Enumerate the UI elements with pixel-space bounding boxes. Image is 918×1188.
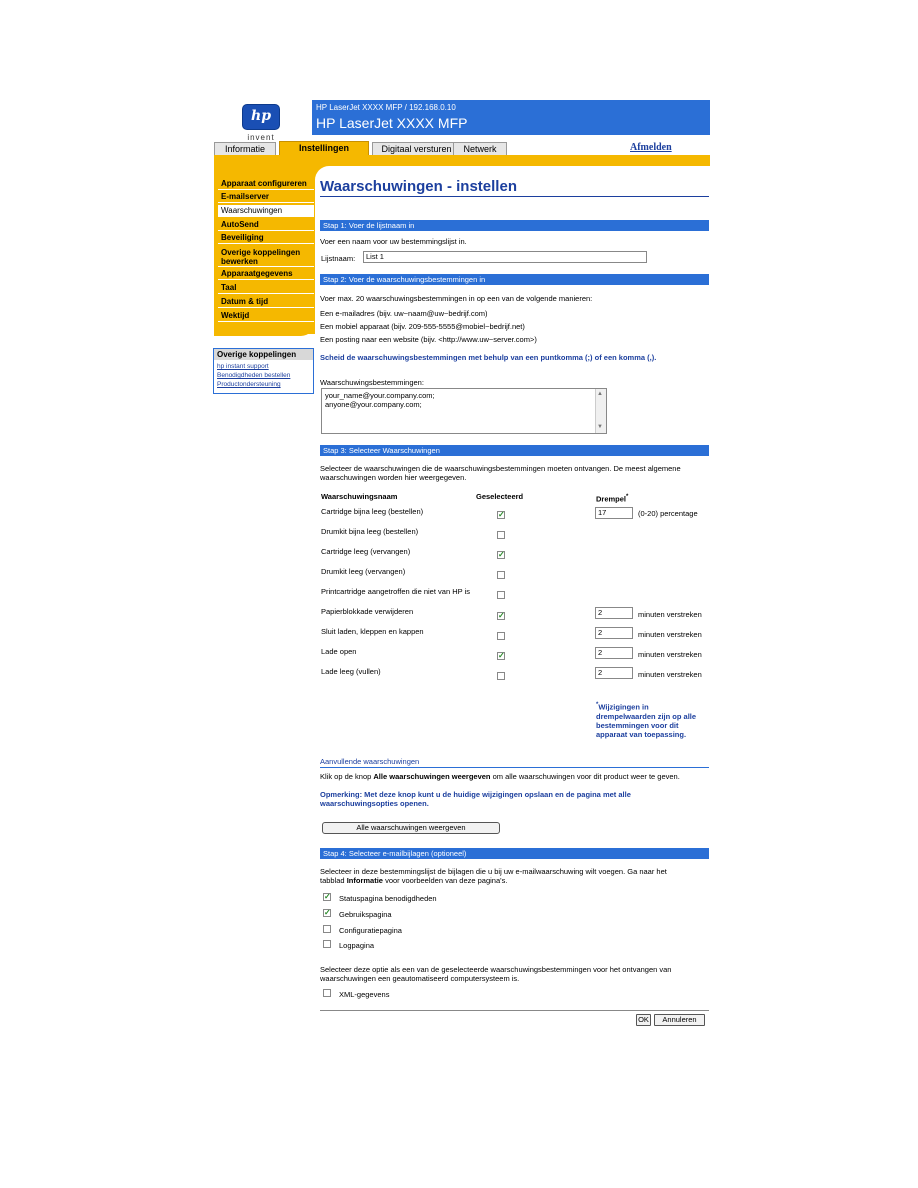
example-mobile: Een mobiel apparaat (bijv. 209-555-5555@mobiel~bedrijf.net) [320, 322, 525, 331]
xml-checkbox[interactable] [323, 989, 331, 997]
example-email: Een e-mailadres (bijv. uw~naam@uw~bedrijf.com) [320, 309, 488, 318]
threshold-unit: minuten verstreken [638, 650, 702, 659]
sidebar-bottom [214, 320, 315, 336]
step3-header: Stap 3: Selecteer Waarschuwingen [320, 445, 709, 456]
destination-line: your_name@your.company.com; [325, 391, 435, 400]
step2-header: Stap 2: Voer de waarschuwingsbestemmingen in [320, 274, 709, 285]
orange-bar [214, 155, 710, 166]
ok-button[interactable]: OK [636, 1014, 651, 1026]
sidebar-item-datum-tijd[interactable]: Datum & tijd [218, 296, 314, 308]
threshold-unit: minuten verstreken [638, 630, 702, 639]
textarea-scrollbar[interactable] [595, 389, 606, 433]
threshold-unit: (0-20) percentage [638, 509, 698, 518]
list-name-input[interactable]: List 1 [363, 251, 647, 263]
step3-instruction-1: Selecteer de waarschuwingen die de waarschuwingsbestemmingen moeten ontvangen. De meest algemene [320, 464, 681, 473]
alert-checkbox[interactable]: ✓ [498, 651, 505, 660]
col-selected: Geselecteerd [476, 492, 524, 501]
step4-instruction-2-post: voor voorbeelden van deze pagina's. [385, 876, 508, 885]
xml-label: XML-gegevens [339, 990, 390, 999]
col-alert-name: Waarschuwingsnaam [321, 492, 398, 501]
separator-note: Scheid de waarschuwingsbestemmingen met behulp van een puntkomma (;) of een komma (,). [320, 353, 657, 362]
threshold-unit: minuten verstreken [638, 670, 702, 679]
additional-text-pre: Klik op de knop [320, 772, 372, 781]
title-divider [320, 196, 709, 197]
alert-name: Lade open [321, 647, 357, 656]
sidebar-item-e-mailserver[interactable]: E-mailserver [218, 191, 314, 203]
destinations-label: Waarschuwingsbestemmingen: [320, 378, 424, 387]
additional-alerts-header: Aanvullende waarschuwingen [320, 757, 420, 766]
link-benodigdheden-bestellen[interactable]: Benodigdheden bestellen [217, 372, 291, 379]
link-hp-instant-support[interactable]: hp instant support [217, 363, 269, 370]
other-links-box [213, 348, 314, 394]
attachment-label: Logpagina [339, 941, 375, 950]
threshold-input[interactable]: 2 [595, 627, 633, 639]
alert-name: Sluit laden, kleppen en kappen [321, 627, 424, 636]
sidebar-item-apparaatgegevens[interactable]: Apparaatgegevens [218, 268, 314, 280]
additional-text-post: om alle waarschuwingen voor dit product weer te geven. [492, 772, 680, 781]
sidebar-item-waarschuwingen[interactable]: Waarschuwingen [218, 205, 314, 217]
hp-logo [242, 104, 280, 130]
alert-checkbox[interactable] [497, 632, 505, 640]
xml-instruction-2: waarschuwingen een geautomatiseerd computersysteem is. [320, 974, 520, 983]
footer-divider [320, 1010, 709, 1011]
destinations-textarea[interactable] [321, 388, 607, 434]
threshold-note-text: Wijzigingen in drempelwaarden zijn op alle bestemmingen voor dit apparaat van toepassing. [596, 702, 697, 739]
threshold-note [596, 701, 706, 739]
hp-invent-text: invent [247, 133, 275, 142]
header-banner [312, 100, 710, 135]
alert-name: Cartridge leeg (vervangen) [321, 547, 411, 556]
attachment-label: Gebruikspagina [339, 910, 392, 919]
destination-line: anyone@your.company.com; [325, 400, 422, 409]
alert-checkbox[interactable] [497, 672, 505, 680]
step2-instruction: Voer max. 20 waarschuwingsbestemmingen in op een van de volgende manieren: [320, 294, 593, 303]
additional-text-bold: Alle waarschuwingen weergeven [373, 772, 491, 781]
alert-checkbox[interactable]: ✓ [498, 611, 505, 620]
sidebar-item-beveiliging[interactable]: Beveiliging [218, 232, 314, 244]
threshold-unit: minuten verstreken [638, 610, 702, 619]
additional-divider [320, 767, 709, 768]
tab-instellingen[interactable]: Instellingen [279, 141, 369, 156]
attachment-label: Statuspagina benodigdheden [339, 894, 437, 903]
alert-name: Papierblokkade verwijderen [321, 607, 414, 616]
threshold-input[interactable]: 2 [595, 647, 633, 659]
alert-checkbox[interactable] [497, 591, 505, 599]
example-website: Een posting naar een website (bijv. <http://www.uw~server.com>) [320, 335, 537, 344]
attachment-checkbox[interactable]: ✓ [324, 892, 331, 901]
alert-name: Drumkit leeg (vervangen) [321, 567, 406, 576]
alert-checkbox[interactable] [497, 531, 505, 539]
sidebar-item-autosend[interactable]: AutoSend [218, 219, 314, 231]
hp-logo-text: hp [251, 108, 271, 124]
attachment-label: Configuratiepagina [339, 926, 402, 935]
sidebar-item-overige-koppelingen[interactable]: Overige koppelingen bewerken [218, 246, 314, 267]
alert-checkbox[interactable]: ✓ [498, 550, 505, 559]
additional-text [320, 772, 680, 781]
sidebar-item-taal[interactable]: Taal [218, 282, 314, 294]
step1-header: Stap 1: Voer de lijstnaam in [320, 220, 709, 231]
alert-name: Drumkit bijna leeg (bestellen) [321, 527, 419, 536]
logout-link[interactable]: Afmelden [630, 142, 672, 153]
col-threshold-label: Drempel [596, 494, 627, 504]
show-all-alerts-button[interactable]: Alle waarschuwingen weergeven [322, 822, 500, 834]
remark-line-2: waarschuwingsopties openen. [320, 799, 429, 808]
device-title: HP LaserJet XXXX MFP [316, 115, 468, 131]
step4-instruction-2-bold: Informatie [346, 876, 383, 885]
tab-informatie[interactable]: Informatie [214, 142, 276, 155]
list-name-label: Lijstnaam: [321, 254, 356, 263]
link-productondersteuning[interactable]: Productondersteuning [217, 381, 281, 388]
device-address: HP LaserJet XXXX MFP / 192.168.0.10 [316, 103, 456, 112]
attachment-checkbox[interactable] [323, 940, 331, 948]
alert-name: Printcartridge aangetroffen die niet van HP is [321, 587, 470, 596]
other-links-title: Overige koppelingen [214, 349, 313, 360]
threshold-input[interactable]: 17 [595, 507, 633, 519]
page-title: Waarschuwingen - instellen [320, 178, 517, 195]
scroll-down-icon[interactable]: ▼ [597, 424, 603, 430]
tab-netwerk[interactable]: Netwerk [453, 142, 507, 155]
sidebar-item-wektijd[interactable]: Wektijd [218, 310, 314, 322]
remark-line-1: Opmerking: Met deze knop kunt u de huidige wijzigingen opslaan en de pagina met alle [320, 790, 631, 799]
sidebar-item-apparaat-configureren[interactable]: Apparaat configureren [218, 178, 314, 190]
threshold-asterisk: * [626, 494, 629, 500]
attachment-checkbox[interactable] [323, 925, 331, 933]
note-asterisk: * [596, 702, 599, 708]
tab-digitaal-versturen[interactable]: Digitaal versturen [372, 142, 461, 155]
alert-name: Cartridge bijna leeg (bestellen) [321, 507, 424, 516]
step4-instruction-1: Selecteer in deze bestemmingslijst de bijlagen die u bij uw e-mailwaarschuwing wilt voegen. Ga naar het [320, 867, 667, 876]
step1-instruction: Voer een naam voor uw bestemmingslijst in. [320, 237, 467, 246]
step3-instruction-2: waarschuwingen worden hier weergegeven. [320, 473, 467, 482]
step4-instruction-2 [320, 876, 507, 885]
step4-instruction-2-pre: tabblad [320, 876, 345, 885]
cancel-button[interactable]: Annuleren [654, 1014, 705, 1026]
threshold-input[interactable]: 2 [595, 667, 633, 679]
alert-name: Lade leeg (vullen) [321, 667, 381, 676]
step4-header: Stap 4: Selecteer e-mailbijlagen (optioneel) [320, 848, 709, 859]
xml-instruction-1: Selecteer deze optie als een van de geselecteerde waarschuwingsbestemmingen voor het ontvangen van [320, 965, 672, 974]
attachment-checkbox[interactable]: ✓ [324, 908, 331, 917]
threshold-input[interactable]: 2 [595, 607, 633, 619]
alert-checkbox[interactable] [497, 571, 505, 579]
scroll-up-icon[interactable]: ▲ [597, 391, 603, 397]
col-threshold [596, 494, 628, 504]
alert-checkbox[interactable]: ✓ [498, 510, 505, 519]
